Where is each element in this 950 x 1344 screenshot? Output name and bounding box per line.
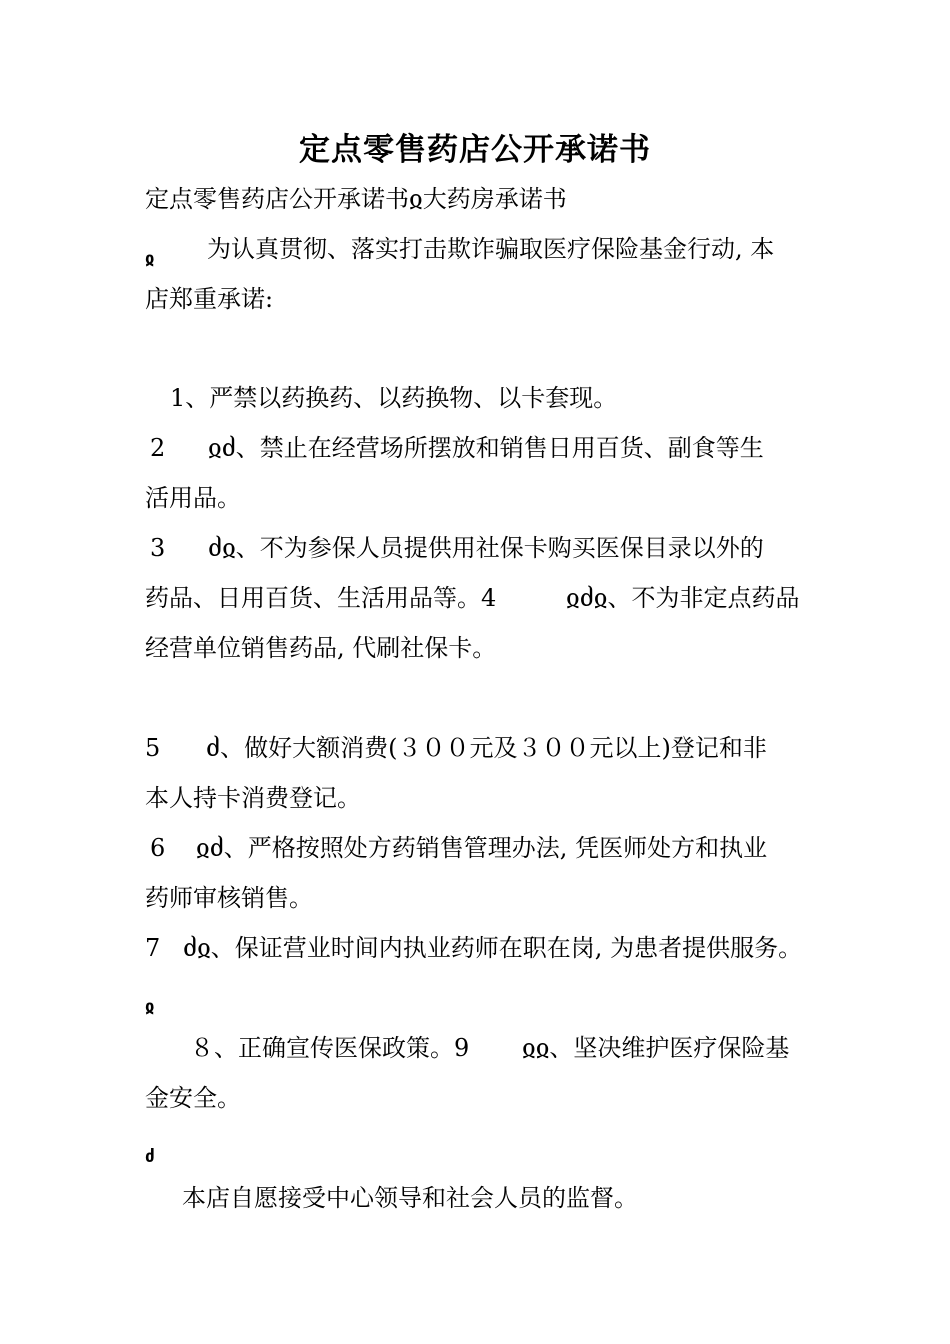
commitment-item-1: 1、严禁以药换药、以药换物、以卡套现。 (170, 384, 618, 412)
commitment-item-2-line-1: ჲძ、禁止在经营场所摆放和销售日用百货、副食等生 (208, 434, 764, 462)
document-title: 定点零售药店公开承诺书 (299, 132, 651, 168)
commitment-item-2-number: 2 (150, 434, 166, 462)
commitment-item-3-number: 3 (150, 534, 166, 562)
commitment-item-4-line-2: 经营单位销售药品, 代刷社保卡。 (145, 634, 497, 662)
commitment-item-3-line-2: 药品、日用百货、生活用品等。4 (145, 584, 497, 612)
closing-statement: 本店自愿接受中心领导和社会人员的监督。 (182, 1184, 638, 1212)
commitment-item-2-line-2: 活用品。 (145, 484, 241, 512)
commitment-item-4-line-1: ჲძჲ、不为非定点药品 (566, 584, 800, 612)
commitment-item-5-line-1: ძ、做好大额消费(３００元及３００元以上)登记和非 (206, 734, 767, 762)
commitment-item-9-line-2: 金安全。 (145, 1084, 241, 1112)
commitment-item-7-line-1: ძჲ、保证营业时间内执业药师在职在岗, 为患者提供服务。 (183, 934, 803, 962)
stray-mark-after-item-9: ძ (145, 1147, 155, 1167)
commitment-item-5-line-2: 本人持卡消费登记。 (145, 784, 361, 812)
commitment-item-6-line-1: ჲძ、严格按照处方药销售管理办法, 凭医师处方和执业 (196, 834, 768, 862)
document-subtitle: 定点零售药店公开承诺书ჲ大药房承诺书 (145, 185, 567, 213)
commitment-item-7-number: 7 (145, 934, 161, 962)
intro-paragraph-line-1: 为认真贯彻、落实打击欺诈骗取医疗保险基金行动, 本 (207, 235, 775, 263)
intro-mark: ჲ (145, 249, 155, 269)
commitment-item-3-line-1: ძჲ、不为参保人员提供用社保卡购买医保目录以外的 (208, 534, 764, 562)
intro-paragraph-line-2: 店郑重承诺: (145, 285, 274, 313)
commitment-item-5-number: 5 (145, 734, 161, 762)
commitment-item-9-line-1: ჲჲ、坚决维护医疗保险基 (522, 1034, 790, 1062)
commitment-item-6-line-2: 药师审核销售。 (145, 884, 313, 912)
commitment-item-6-number: 6 (150, 834, 166, 862)
stray-mark-after-item-7: ჲ (145, 997, 155, 1017)
commitment-item-8: ８、正确宣传医保政策。9 (190, 1034, 470, 1062)
